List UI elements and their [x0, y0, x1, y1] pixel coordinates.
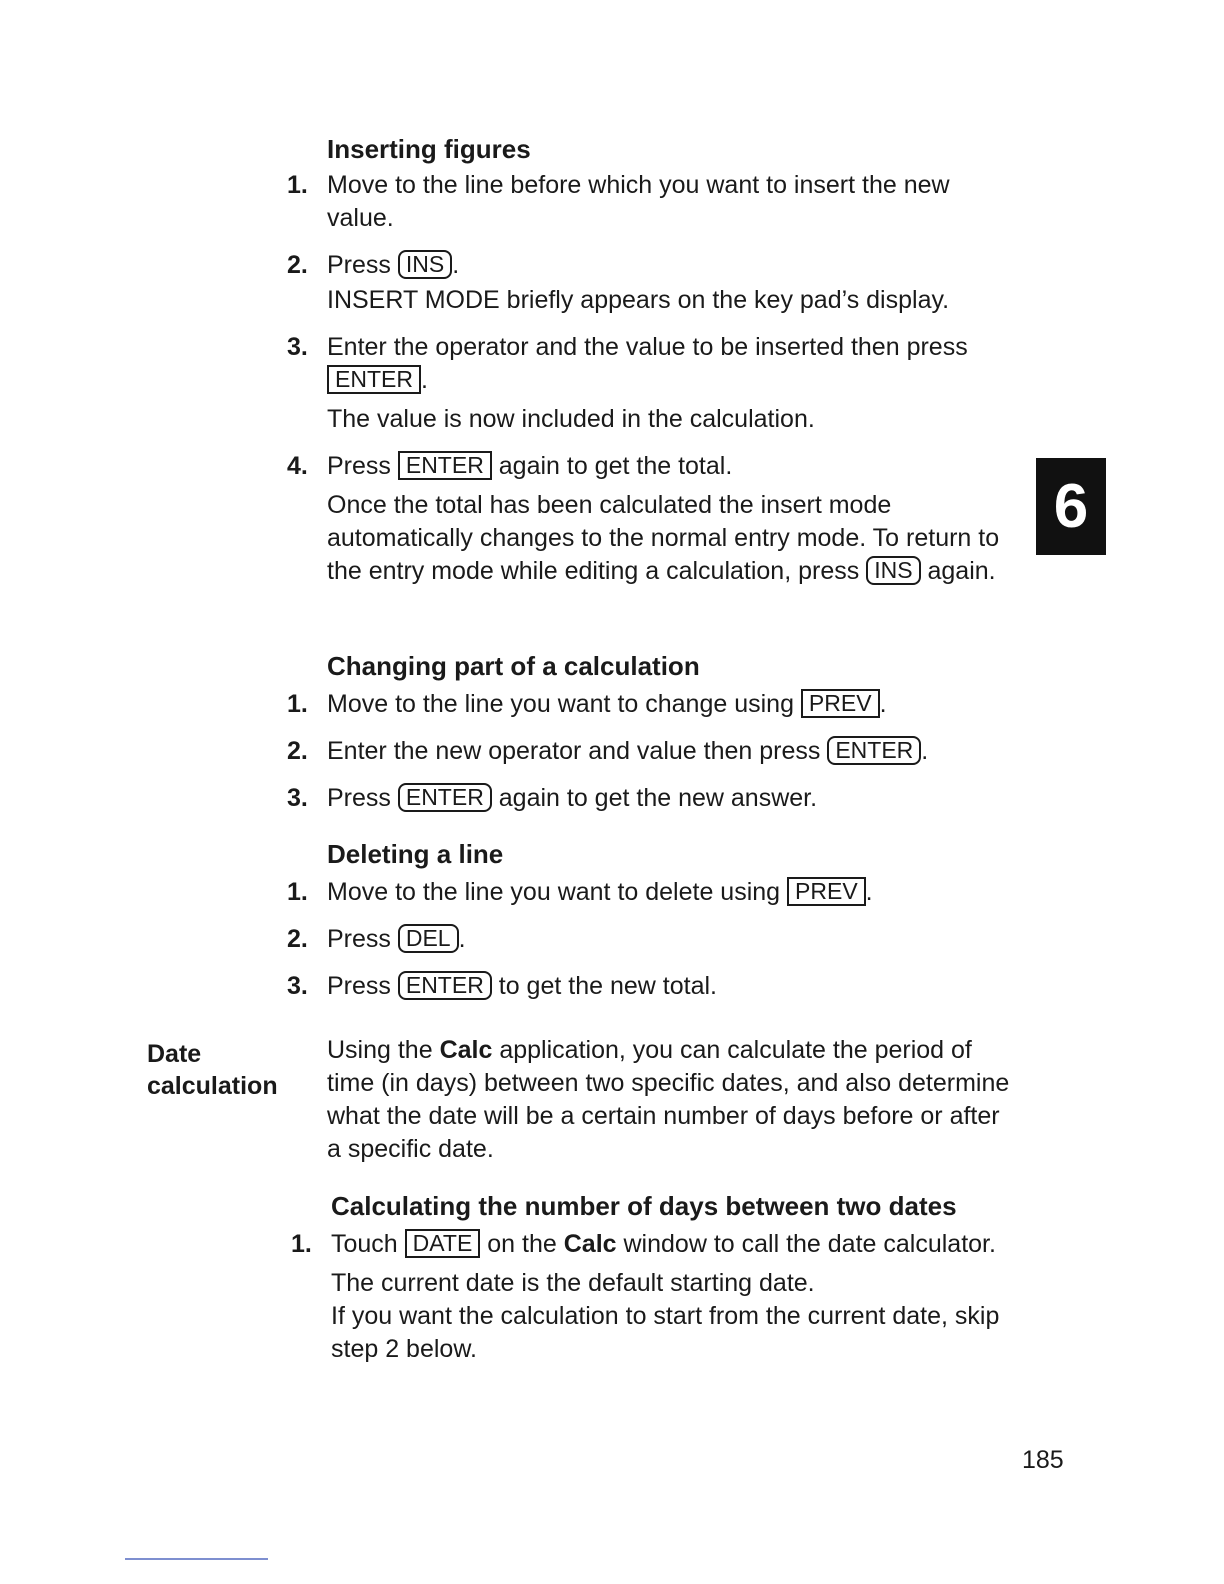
page-number: 185 [1022, 1446, 1064, 1474]
step-note-2: If you want the calculation to start from the current date, skip step 2 below. [331, 1302, 1000, 1363]
step-number: 4. [287, 452, 308, 480]
inserting-step-2 [287, 249, 1017, 317]
intro-paragraph [327, 1034, 1017, 1166]
deleting-heading: Deleting a line [327, 839, 504, 869]
changing-step-2 [287, 735, 1017, 768]
inserting-figures-heading: Inserting figures [327, 134, 531, 164]
step-number: 2. [287, 925, 308, 953]
deleting-step-1 [287, 876, 1017, 909]
days-between-section [291, 1190, 1021, 1366]
step-text: Move to the line before which you want to insert the new value. [327, 171, 950, 232]
date-calculation-intro [327, 1034, 1017, 1166]
step-note [327, 489, 1017, 588]
date-key: DATE [405, 1229, 481, 1258]
inserting-figures-section [287, 133, 1017, 588]
changing-section [287, 650, 1017, 815]
step-text: Press [327, 251, 391, 279]
enter-key: ENTER [827, 736, 921, 765]
step-text-end: again to get the new answer. [498, 784, 818, 812]
step-text-mid: on the [487, 1230, 557, 1258]
prev-key: PREV [801, 689, 880, 718]
ins-key: INS [866, 556, 920, 585]
step-number: 3. [287, 784, 308, 812]
step-text: Press [327, 452, 391, 480]
step-note-text: Once the total has been calculated the insert mode automatically changes to the normal entry mode. To return to the entry mode while editing a calculation, press [327, 491, 1000, 585]
step-text-end: . [921, 737, 929, 765]
step-text-end: again to get the total. [498, 452, 733, 480]
del-key: DEL [398, 924, 459, 953]
step-text: Press [327, 925, 391, 953]
changing-heading: Changing part of a calculation [327, 651, 700, 681]
deleting-section [287, 838, 1017, 1003]
enter-key: ENTER [327, 365, 421, 394]
step-note: The value is now included in the calculation. [327, 405, 815, 433]
step-text: Move to the line you want to change using [327, 690, 794, 718]
calc-app-name: Calc [439, 1036, 493, 1064]
ins-key: INS [398, 250, 452, 279]
step-text-end: . [420, 366, 428, 394]
step-text: Press [327, 784, 391, 812]
step-number: 1. [291, 1230, 312, 1258]
step-number: 2. [287, 251, 308, 279]
step-text-end: . [452, 251, 460, 279]
bottom-rule [125, 1558, 268, 1560]
side-label-line-1: Date [147, 1040, 202, 1068]
enter-key: ENTER [398, 451, 492, 480]
step-number: 1. [287, 690, 308, 718]
step-text: Press [327, 972, 391, 1000]
inserting-step-1 [287, 169, 1017, 235]
deleting-step-3 [287, 970, 1017, 1003]
step-text: Enter the new operator and value then press [327, 737, 821, 765]
inserting-step-3 [287, 331, 1017, 436]
enter-key: ENTER [398, 971, 492, 1000]
step-text-end: to get the new total. [498, 972, 717, 1000]
changing-step-3 [287, 782, 1017, 815]
step-text: Move to the line you want to delete using [327, 878, 781, 906]
step-note: INSERT MODE briefly appears on the key pad’s display. [327, 286, 950, 314]
side-label-line-2: calculation [147, 1072, 278, 1100]
prev-key: PREV [787, 877, 866, 906]
step-number: 2. [287, 737, 308, 765]
step-text-end: . [865, 878, 873, 906]
intro-text-end: application, you can calculate the period of time (in days) between two specific dates, and also determine what the date will be a certain number of days before or after a specific date. [327, 1036, 1010, 1163]
days-between-heading: Calculating the number of days between two dates [331, 1191, 957, 1221]
step-number: 3. [287, 972, 308, 1000]
step-number: 1. [287, 878, 308, 906]
step-text: Touch [331, 1230, 398, 1258]
chapter-tab: 6 [1036, 458, 1106, 555]
step-text-end: window to call the date calculator. [623, 1230, 996, 1258]
inserting-step-4 [287, 450, 1017, 588]
date-calculation-label [147, 1038, 278, 1102]
step-text-end: . [879, 690, 887, 718]
step-note-text-end: again. [927, 557, 996, 585]
days-between-step-1 [291, 1228, 1021, 1366]
step-text: Enter the operator and the value to be inserted then press [327, 333, 968, 361]
deleting-step-2 [287, 923, 1017, 956]
step-number: 3. [287, 333, 308, 361]
step-text-end: . [458, 925, 466, 953]
enter-key: ENTER [398, 783, 492, 812]
calc-app-name: Calc [563, 1230, 617, 1258]
changing-step-1 [287, 688, 1017, 721]
step-number: 1. [287, 171, 308, 199]
intro-text: Using the [327, 1036, 433, 1064]
step-note-1: The current date is the default starting date. [331, 1269, 815, 1297]
